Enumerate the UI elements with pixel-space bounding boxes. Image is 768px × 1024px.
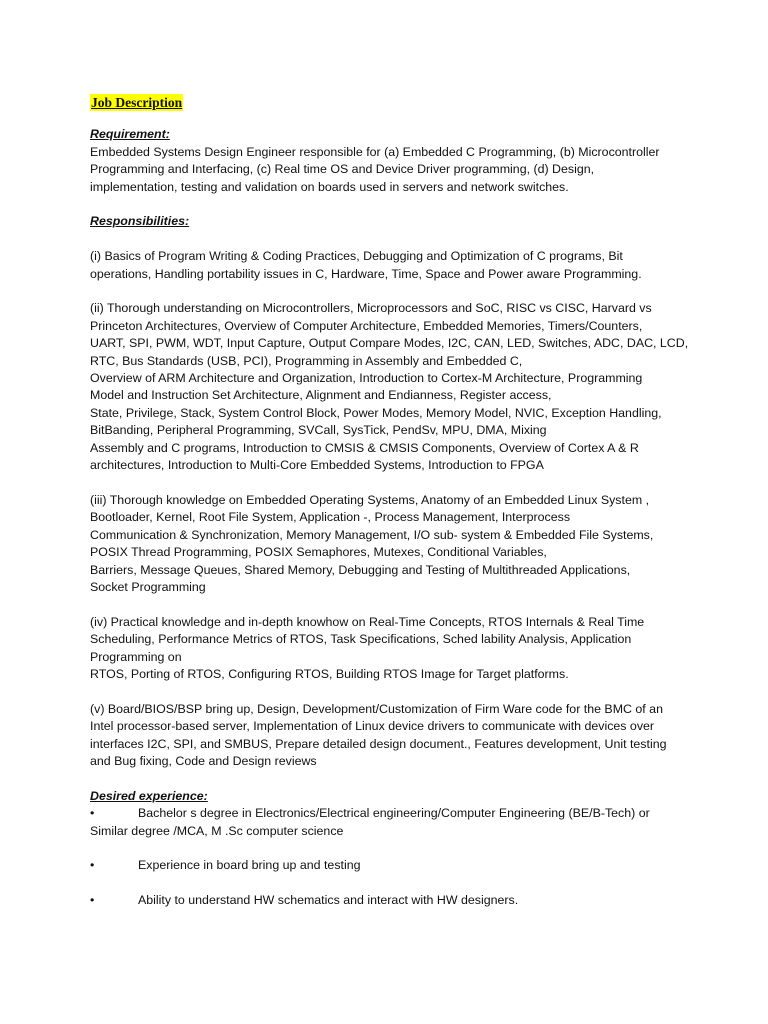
responsibilities-heading: Responsibilities: [90,214,190,229]
desired-item-1-line2: Similar degree /MCA, M .Sc computer science [90,823,344,838]
desired-item-1-line1: Bachelor s degree in Electronics/Electrical engineering/Computer Engineering (BE/B-Tech) or [138,806,650,821]
bullet-icon: • [90,806,95,821]
desired-item-3 [90,892,690,909]
responsibility-item-1: (i) Basics of Program Writing & Coding Practices, Debugging and Optimization of C programs, Bit operations, Handling portability issues in C, Hardware, Time, Space and Power aware Programming. [90,249,642,281]
responsibility-item-5: (v) Board/BIOS/BSP bring up, Design, Development/Customization of Firm Ware code for the BMC of an Intel processor-based server, Implementation of Linux device drivers to communicate with devices over interfaces I2C, SPI, and SMBUS, Prepare detailed design document., Features development, Unit testing and Bug fixing, Code and Design reviews [90,701,667,768]
desired-item-2 [90,857,690,874]
desired-item-1 [90,805,690,840]
responsibility-item-2: (ii) Thorough understanding on Microcontrollers, Microprocessors and SoC, RISC vs CISC, Harvard vs Princeton Architectures, Overview of Computer Architecture, Embedded Memories, Timers/Counters, UART, SPI, PWM, WDT, Input Capture, Output Compare Modes, I2C, CAN, LED, Switches, ADC, DAC, LCD, RTC, Bus Standards (USB, PCI), Programming in Assembly and Embedded C, Overview of ARM Architecture and Organization, Introduction to Cortex-M Architecture, Programming Model and Instruction Set Architecture, Alignment and Endianness, Register access, State, Privilege, Stack, System Control Block, Power Modes, Memory Model, NVIC, Exception Handling, BitBanding, Peripheral Programming, SVCall, SysTick, PendSv, MPU, DMA, Mixing Assembly and C programs, Introduction to CMSIS & CMSIS Components, Overview of Cortex A & R architectures, Introduction to Multi-Core Embedded Systems, Introduction to FPGA [90,301,689,473]
requirement-heading: Requirement: [90,127,170,142]
bullet-icon: • [90,893,95,908]
responsibility-item-4: (iv) Practical knowledge and in-depth knowhow on Real-Time Concepts, RTOS Internals & Real Time Scheduling, Performance Metrics of RTOS, Task Specifications, Sched lability Analysis, Application Programming on RTOS, Porting of RTOS, Configuring RTOS, Building RTOS Image for Target platforms. [90,614,645,681]
desired-item-3-text: Ability to understand HW schematics and interact with HW designers. [138,893,519,908]
desired-experience-heading: Desired experience: [90,788,208,803]
desired-item-2-text: Experience in board bring up and testing [138,858,361,873]
responsibility-item-3: (iii) Thorough knowledge on Embedded Operating Systems, Anatomy of an Embedded Linux System , Bootloader, Kernel, Root File System, Application -, Process Management, Interprocess Communication & Synchronization, Memory Management, I/O sub- system & Embedded File Systems, POSIX Thread Programming, POSIX Semaphores, Mutexes, Conditional Variables, Barriers, Message Queues, Shared Memory, Debugging and Testing of Multithreaded Applications, Socket Programming [90,492,654,594]
document-title: Job Description [91,95,183,110]
document-page [90,94,690,910]
bullet-icon: • [90,858,95,873]
requirement-text: Embedded Systems Design Engineer responsible for (a) Embedded C Programming, (b) Microcontroller Programming and Interfacing, (c) Real time OS and Device Driver programming, (d) Design, implementation, testing and validation on boards used in servers and network switches. [90,144,660,194]
